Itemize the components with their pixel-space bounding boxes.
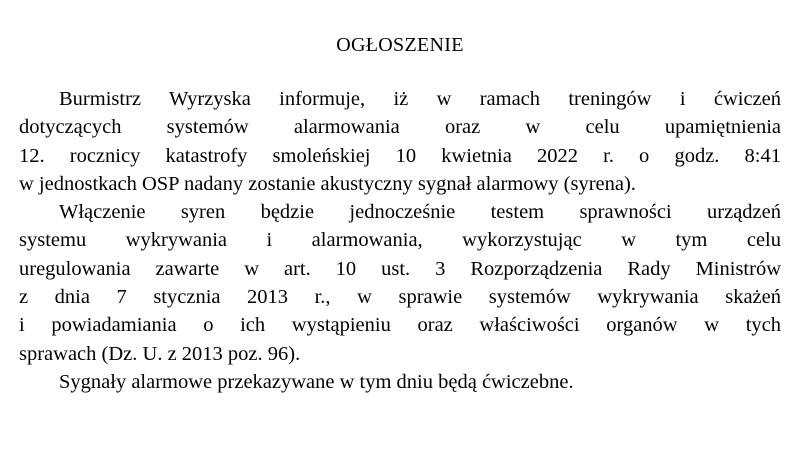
- paragraph-1: [19, 85, 781, 198]
- announcement-document: [19, 30, 781, 396]
- paragraph-line: i powiadamiania o ich wystąpieniu oraz właściwości organów w tych: [19, 314, 781, 337]
- paragraph-line: z dnia 7 stycznia 2013 r., w sprawie systemów wykrywania skażeń: [19, 286, 781, 309]
- paragraph-line: Burmistrz Wyrzyska informuje, iż w ramach treningów i ćwiczeń: [59, 88, 781, 110]
- paragraph-3: [19, 368, 781, 396]
- paragraph-line: 12. rocznicy katastrofy smoleńskiej 10 kwietnia 2022 r. o godz. 8:41: [19, 144, 781, 167]
- paragraph-line: Sygnały alarmowe przekazywane w tym dniu będą ćwiczebne.: [59, 370, 574, 393]
- paragraph-2: [19, 198, 781, 368]
- paragraph-line: dotyczących systemów alarmowania oraz w celu upamiętnienia: [19, 116, 781, 139]
- paragraph-line: sprawach (Dz. U. z 2013 poz. 96).: [19, 342, 301, 365]
- paragraph-line: systemu wykrywania i alarmowania, wykorzystując w tym celu: [19, 229, 781, 252]
- document-title: OGŁOSZENIE: [336, 34, 464, 56]
- paragraph-line: w jednostkach OSP nadany zostanie akustyczny sygnał alarmowy (syrena).: [19, 172, 636, 195]
- paragraph-line: uregulowania zawarte w art. 10 ust. 3 Rozporządzenia Rady Ministrów: [19, 257, 781, 280]
- paragraph-line: Włączenie syren będzie jednocześnie testem sprawności urządzeń: [59, 201, 781, 224]
